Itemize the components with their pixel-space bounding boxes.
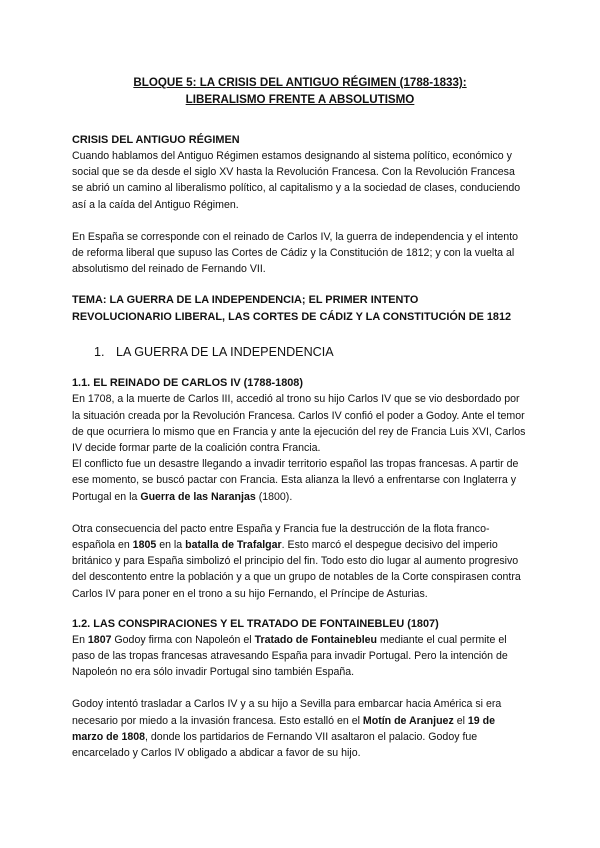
text-run: En (72, 633, 88, 646)
text-run: Otra consecuencia del pacto entre España y Francia fue la destrucción de la flota franco-española en (72, 522, 490, 552)
bold-term: 19 de marzo de 1808 (72, 714, 495, 743)
text-run: (1800). (255, 490, 293, 503)
text-run: El conflicto fue un desastre llegando a invadir territorio español las tropas francesas. A partir de ese momento, se buscó pactar con Francia. Esta alianza la llevó a enfrentarse con Inglaterra y Portugal en la (72, 458, 519, 503)
tema-heading (72, 292, 528, 326)
bold-term: Motín de Aranjuez (362, 714, 454, 727)
text-run: Godoy intentó trasladar a Carlos IV y a su hijo a Sevilla para embarcar hacia América si era necesario por miedo a la invasión francesa. Esto estalló en el (72, 698, 502, 727)
text-run: Godoy firma con Napoleón el (111, 633, 255, 646)
crisis-paragraph-2: En España se corresponde con el reinado de Carlos IV, la guerra de independencia y el intento de reforma liberal que supuso las Cortes de Cádiz y la Constitución de 1812; y con la vuelta al absolutismo del reinado de Fernando VII. (72, 230, 519, 276)
subsection-1-1-paragraph-2 (72, 456, 528, 505)
section-1-title: LA GUERRA DE LA INDEPENDENCIA (116, 345, 334, 360)
subsection-1-1-paragraph-3 (72, 521, 528, 602)
subsection-1-1-paragraph-1: En 1708, a la muerte de Carlos III, accedió al trono su hijo Carlos IV que se vio desbordado por la situación creada por la Revolución Francesa. Carlos IV confió el poder a Godoy. Ante el temor de que ocurriera lo mismo que en Francia y ante la ejecución del rey de Francia Luis XVI, Carlos IV decide formar parte de la coalición contra Francia. (72, 393, 526, 455)
bold-term: batalla de Trafalgar (185, 539, 282, 552)
bold-term: 1807 (87, 633, 112, 646)
text-run: en la (156, 539, 186, 552)
title-line-2: LIBERALISMO FRENTE A ABSOLUTISMO (185, 93, 415, 106)
subsection-1-1-heading: 1.1. EL REINADO DE CARLOS IV (1788-1808) (72, 377, 303, 390)
crisis-heading: CRISIS DEL ANTIGUO RÉGIMEN (72, 134, 240, 146)
tema-line-1: TEMA: LA GUERRA DE LA INDEPENDENCIA; EL PRIMER INTENTO (72, 294, 419, 307)
bold-term: Guerra de las Naranjas (140, 490, 256, 503)
subsection-1-2-heading: 1.2. LAS CONSPIRACIONES Y EL TRATADO DE FONTAINEBLEU (1807) (72, 617, 439, 630)
bold-term: 1805 (132, 539, 157, 552)
text-run: mediante el cual permite el paso de las tropas francesas atravesando España para invadir Portugal. Pero la intención de Napoleón no era sólo invadir Portugal sino también España. (72, 633, 508, 679)
document-title (72, 74, 528, 108)
section-1-number: 1. (94, 345, 105, 360)
subsection-1-2-paragraph-1 (72, 632, 528, 681)
section-1-heading (94, 343, 528, 361)
title-line-1: BLOQUE 5: LA CRISIS DEL ANTIGUO RÉGIMEN (1788-1833): (133, 76, 467, 89)
text-run: . Esto marcó el despegue decisivo del imperio británico y para España simbolizó el principio del fin. Todo esto dio lugar al aumento progresivo del descontento entre la población y a que un grupo de notables de la Corte conspirasen contra Carlos IV para poner en el trono a su hijo Fernando, el Príncipe de Asturias. (72, 539, 521, 600)
tema-line-2: REVOLUCIONARIO LIBERAL, LAS CORTES DE CÁDIZ Y LA CONSTITUCIÓN DE 1812 (72, 311, 512, 324)
crisis-paragraph-1: Cuando hablamos del Antiguo Régimen estamos designando al sistema político, económico y social que se da desde el siglo XV hasta la Revolución Francesa. Con la Revolución Francesa se abrió un camino al liberalismo político, al capitalismo y a la sociedad de clases, conduciendo así a la caída del Antiguo Régimen. (72, 150, 521, 211)
text-run: el (453, 714, 468, 727)
subsection-1-2-paragraph-2 (72, 696, 528, 761)
bold-term: Tratado de Fontainebleu (254, 633, 378, 646)
text-run: , donde los partidarios de Fernando VII asaltaron el palacio. Godoy fue encarcelado y Carlos IV obligado a abdicar a favor de su hijo. (72, 730, 478, 760)
